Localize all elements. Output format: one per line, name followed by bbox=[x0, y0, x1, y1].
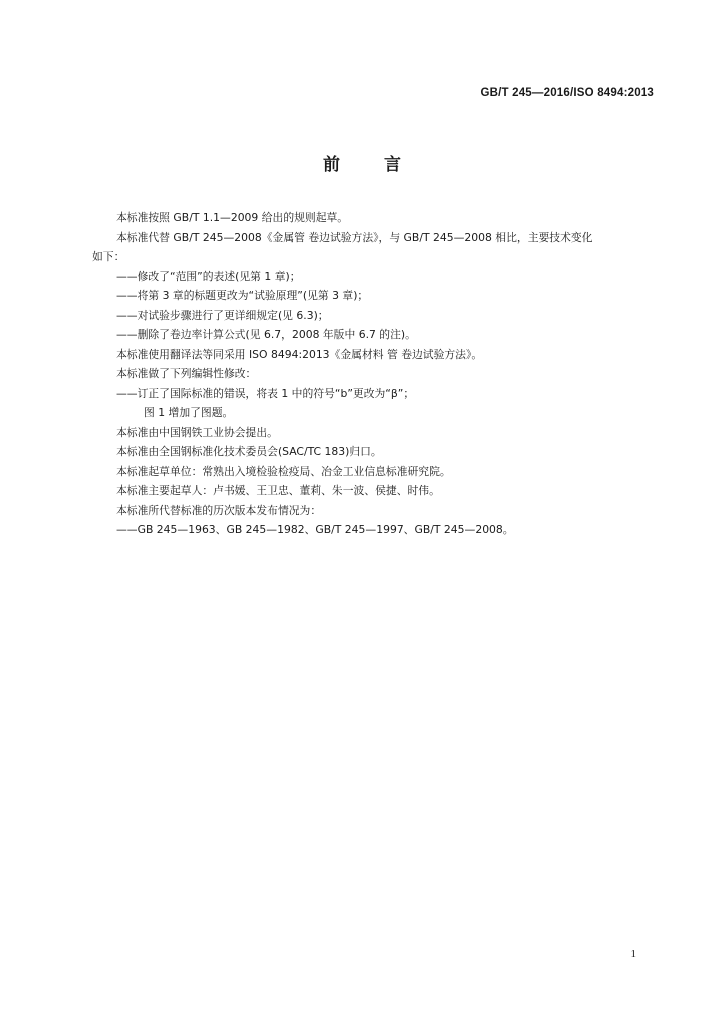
page-number: 1 bbox=[630, 948, 636, 960]
paragraph-replaces: 本标准代替 GB/T 245—2008《金属管 卷边试验方法》，与 GB/T 245—2008 相比，主要技术变化 bbox=[116, 230, 593, 244]
paragraph-technical-committee: 本标准由全国钢标准化技术委员会(SAC/TC 183)归口。 bbox=[116, 445, 382, 458]
paragraph-drafting-units: 本标准起草单位：常熟出入境检验检疫局、冶金工业信息标准研究院。 bbox=[116, 464, 451, 478]
change-item-chapter3-title: ——将第 3 章的标题更改为“试验原理”(见第 3 章)； bbox=[116, 289, 369, 302]
change-item-formula-removed: ——删除了卷边率计算公式(见 6.7，2008 年版中 6.7 的注)。 bbox=[116, 328, 416, 341]
paragraph-editorial-changes: 本标准做了下列编辑性修改： bbox=[116, 367, 257, 380]
editorial-item-figure-title: 图 1 增加了图题。 bbox=[144, 406, 234, 419]
foreword-body bbox=[92, 208, 657, 540]
editorial-item-symbol-correction: ——订正了国际标准的错误，将表 1 中的符号“b”更改为“β”； bbox=[116, 386, 415, 400]
paragraph-replaces-continued: 如下： bbox=[92, 250, 125, 263]
change-item-procedure: ——对试验步骤进行了更详细规定(见 6.3)； bbox=[116, 308, 329, 322]
paragraph-proposer: 本标准由中国钢铁工业协会提出。 bbox=[116, 425, 278, 439]
paragraph-previous-editions: 本标准所代替标准的历次版本发布情况为： bbox=[116, 503, 322, 517]
previous-editions-list: ——GB 245—1963、GB 245—1982、GB/T 245—1997、GB/T 245—2008。 bbox=[116, 523, 514, 536]
change-item-scope: ——修改了“范围”的表述(见第 1 章)； bbox=[116, 269, 301, 283]
page-title: 前言 bbox=[323, 155, 445, 175]
standard-code-header: GB/T 245—2016/ISO 8494:2013 bbox=[480, 87, 654, 99]
paragraph-drafting-rules: 本标准按照 GB/T 1.1—2009 给出的规则起草。 bbox=[116, 211, 349, 224]
paragraph-drafters: 本标准主要起草人：卢书媛、王卫忠、董莉、朱一波、侯捷、时伟。 bbox=[116, 484, 440, 497]
paragraph-iso-adoption: 本标准使用翻译法等同采用 ISO 8494:2013《金属材料 管 卷边试验方法》。 bbox=[116, 347, 483, 361]
